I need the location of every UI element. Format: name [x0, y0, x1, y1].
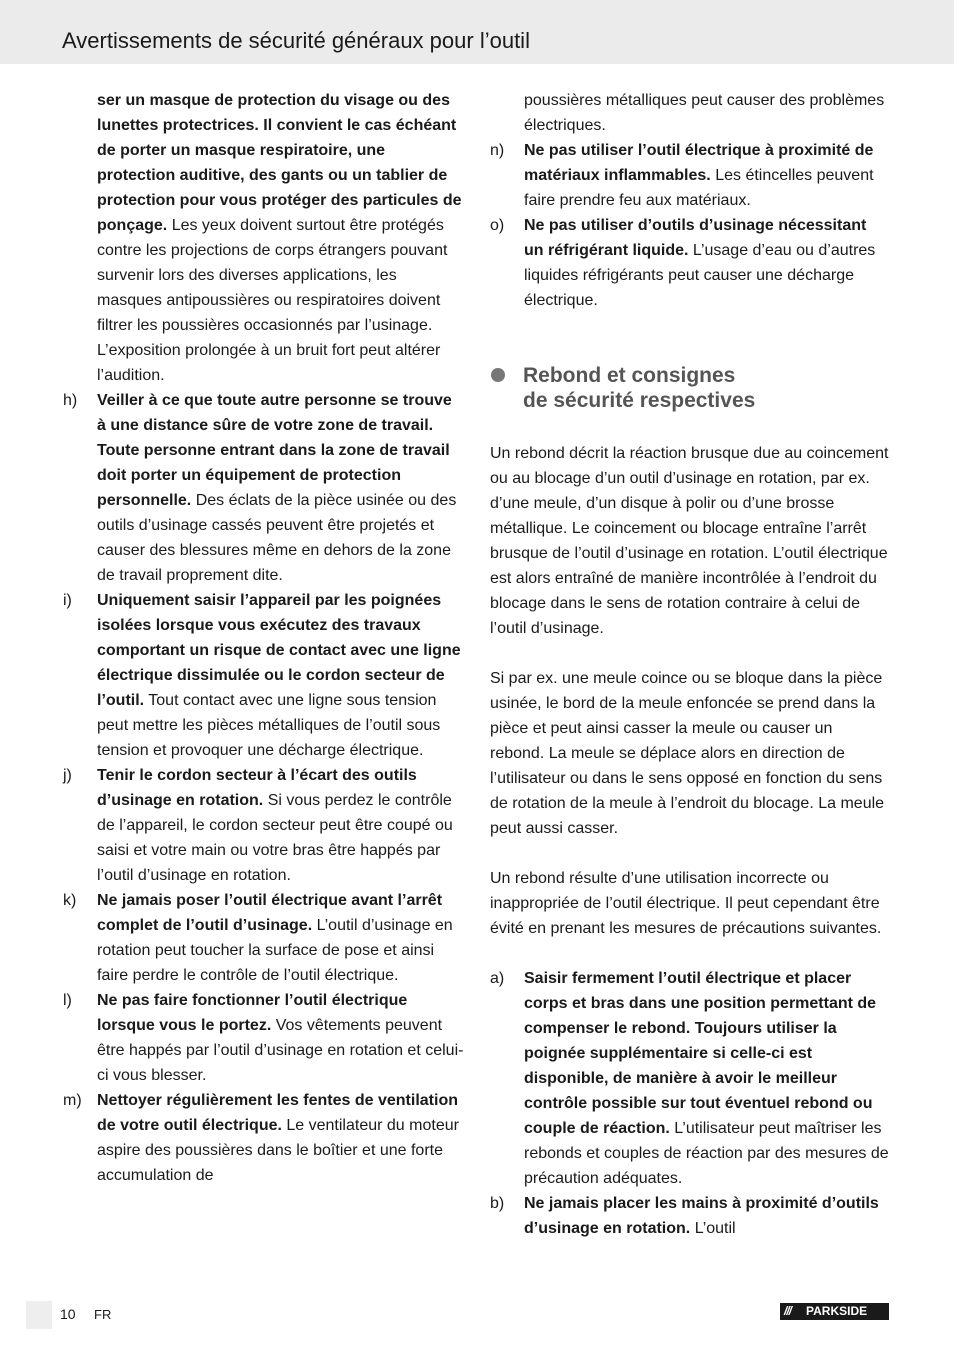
item-g-text: Les yeux doivent surtout être protégés contre les projections de corps étrangers pouvant survenir lors des diverses applications, les masques antipoussières ou respiratoires doivent filtrer les poussières occasionnés par l’usinage. L’exposition prolongée à un bruit fort peut altérer l’audition. [97, 217, 448, 384]
list-item-n [490, 138, 890, 213]
item-bold-text: Veiller à ce que toute autre personne se trouve à une distance sûre de votre zone de travail. Toute personne entrant dans la zone de travail doit porter un équipement de protection personnelle. [97, 392, 452, 509]
item-body-text: Vos vêtements peuvent être happés par l’outil d’usinage en rotation et celui-ci vous blesser. [97, 1017, 464, 1084]
section-heading-line2: de sécurité respectives [523, 389, 756, 412]
item-body-text: L’usage d’eau ou d’autres liquides réfrigérants peut causer une décharge électrique. [524, 242, 876, 309]
item-bold-text: Ne pas utiliser d’outils d’usinage nécessitant un réfrigérant liquide. [524, 217, 867, 259]
item-label: n) [490, 142, 505, 159]
item-label: k) [63, 892, 77, 909]
page-number-box [26, 1301, 52, 1329]
item-body-text: L’outil d’usinage en rotation peut toucher la surface de pose et ainsi faire perdre le contrôle de l’outil électrique. [97, 917, 453, 984]
item-label: a) [490, 970, 505, 987]
page-title: Avertissements de sécurité généraux pour l’outil [62, 28, 530, 53]
item-bold-text: Ne pas faire fonctionner l’outil électrique lorsque vous le portez. [97, 992, 408, 1034]
brand-logo [780, 1303, 889, 1320]
right-column [490, 88, 890, 1241]
item-bold-text: Ne pas utiliser l’outil électrique à proximité de matériaux inflammables. [524, 142, 874, 184]
spacer [490, 941, 890, 966]
header-band [0, 0, 954, 64]
list-item-i [63, 588, 465, 763]
item-label: l) [63, 992, 72, 1009]
item-label: j) [63, 767, 72, 784]
list-item-l [63, 988, 465, 1088]
paragraph-2: Si par ex. une meule coince ou se bloque dans la pièce usinée, le bord de la meule enfoncée se prend dans la pièce et peut ainsi casser la meule ou causer un rebond. La meule se déplace alors en direction de l’utilisateur ou dans le sens opposé en fonction du sens de rotation de la meule à l’endroit du blocage. La meule peut aussi casser. [490, 670, 885, 837]
item-body-text: Les étincelles peuvent faire prendre feu aux matériaux. [524, 167, 874, 209]
list-item-k [63, 888, 465, 988]
item-label: o) [490, 217, 505, 234]
item-g-continuation [63, 88, 465, 388]
item-bold-text: Uniquement saisir l’appareil par les poignées isolées lorsque vous exécutez des travaux comportant un risque de contact avec une ligne électrique dissimulée ou le cordon secteur de l’outil. [97, 592, 461, 709]
item-bold-text: Ne jamais placer les mains à proximité d’outils d’usinage en rotation. [524, 1195, 879, 1237]
item-bold-text: Ne jamais poser l’outil électrique avant l’arrêt complet de l’outil d’usinage. [97, 892, 443, 934]
item-body-text: Si vous perdez le contrôle de l’appareil, le cordon secteur peut être coupé ou saisi et votre main ou votre bras être happés par l’outil d’usinage en rotation. [97, 792, 453, 884]
section-heading-line1: Rebond et consignes [523, 364, 736, 387]
item-label: h) [63, 392, 78, 409]
list-item-o [490, 213, 890, 313]
paragraph-3: Un rebond résulte d’une utilisation incorrecte ou inappropriée de l’outil électrique. Il peut cependant être évité en prenant les mesures de précautions suivantes. [490, 870, 882, 937]
item-bold-text: Saisir fermement l’outil électrique et placer corps et bras dans une position permettant de compenser le rebond. Toujours utiliser la poignée supplémentaire si celle-ci est disponible, de manière à avoir le meilleur contrôle possible sur tout éventuel rebond ou couple de réaction. [524, 970, 877, 1137]
item-body-text: Le ventilateur du moteur aspire des poussières dans le boîtier et une forte accumulation de [97, 1117, 459, 1184]
item-bold-text: Nettoyer régulièrement les fentes de ventilation de votre outil électrique. [97, 1092, 458, 1134]
list-item-m [63, 1088, 465, 1188]
list-item-b [490, 1191, 890, 1241]
list-item-j [63, 763, 465, 888]
paragraph-1: Un rebond décrit la réaction brusque due au coincement ou au blocage d’un outil d’usinage en rotation, par ex. d’une meule, d’un disque à polir ou d’une brosse métallique. Le coincement ou blocage entraîne l’arrêt brusque de l’outil d’usinage en rotation. L’outil électrique est alors entraîné de manière incontrôlée à l’endroit du blocage dans le sens de rotation contraire à celui de l’outil d’usinage. [490, 445, 889, 637]
section-heading [490, 363, 890, 413]
item-body-text: L’outil [694, 1220, 736, 1237]
list-item-h [63, 388, 465, 588]
item-label: b) [490, 1195, 505, 1212]
list-item-a [490, 966, 890, 1191]
bullet-dot-icon [491, 368, 505, 382]
item-body-text: Des éclats de la pièce usinée ou des outils d’usinage cassés peuvent être projetés et causer des blessures même en dehors de la zone de travail proprement dite. [97, 492, 457, 584]
brand-slashes: /// [784, 1304, 792, 1318]
item-bold-text: Tenir le cordon secteur à l’écart des outils d’usinage en rotation. [97, 767, 417, 809]
item-body-text: L’utilisateur peut maîtriser les rebonds et couples de réaction par des mesures de précaution adéquates. [524, 1120, 889, 1187]
language-code: FR [94, 1307, 112, 1322]
item-m-continuation: poussières métalliques peut causer des problèmes électriques. [524, 92, 885, 134]
item-body-text: Tout contact avec une ligne sous tension peut mettre les pièces métalliques de l’outil sous tension et provoquer une décharge électrique. [97, 692, 441, 759]
item-g-bold: ser un masque de protection du visage ou des lunettes protectrices. Il convient le cas échéant de porter un masque respiratoire, une protection auditive, des gants ou un tablier de protection pour vous protéger des particules de ponçage. [97, 92, 462, 234]
left-column [63, 88, 465, 1188]
page-number: 10 [60, 1306, 76, 1322]
brand-name: PARKSIDE [806, 1304, 868, 1318]
item-label: i) [63, 592, 72, 609]
item-label: m) [63, 1092, 82, 1109]
